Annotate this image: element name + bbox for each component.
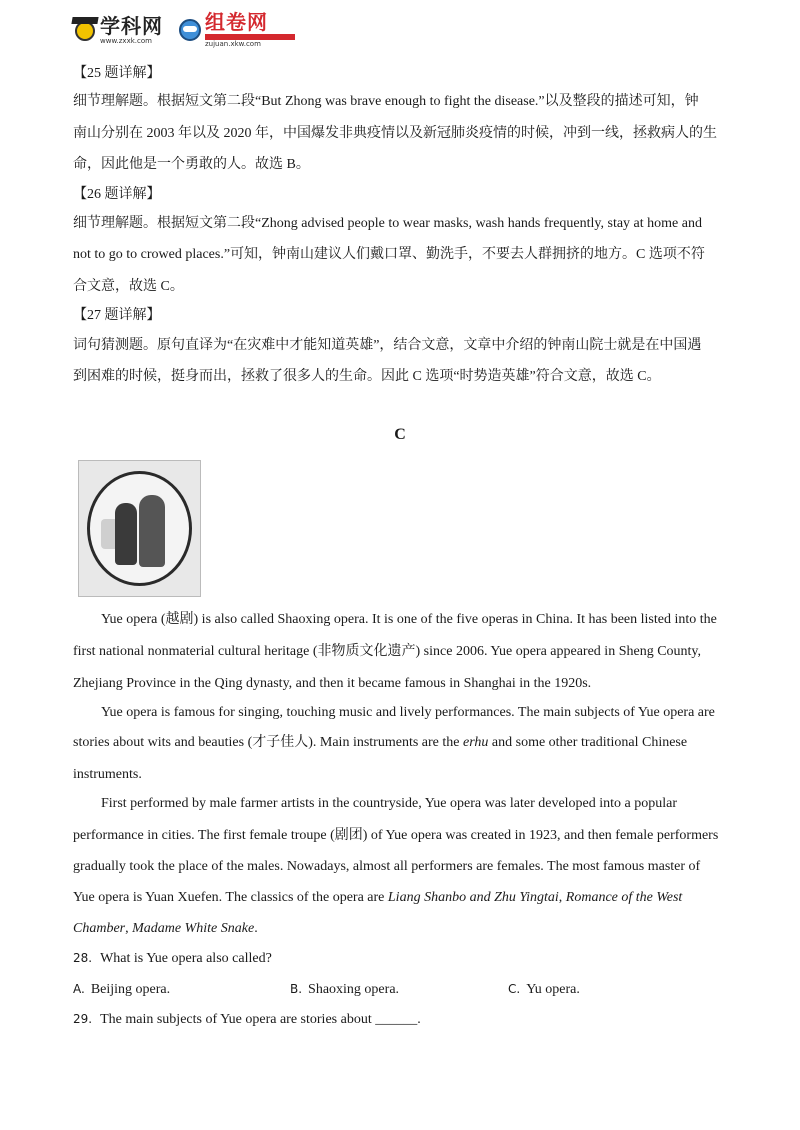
- comma: ,: [125, 921, 133, 936]
- q27-heading: 【27 题详解】: [73, 308, 161, 323]
- yue-opera-photo: [78, 460, 201, 597]
- option-b[interactable]: [290, 979, 399, 1000]
- zxxk-logo-text: 学科网: [100, 13, 163, 38]
- q25-line-2: 南山分别在 2003 年以及 2020 年，中国爆发非典疫情以及新冠肺炎疫情的时候，冲到一线，拯救病人的生: [73, 126, 717, 141]
- q25-line-3: 命，因此他是一个勇敢的人。故选 B。: [73, 157, 310, 172]
- question-text: What is Yue opera also called?: [100, 951, 272, 966]
- passage-p3-line-4: [73, 888, 682, 908]
- classic-title-3: Madame White Snake: [132, 921, 255, 936]
- passage-p1-line-2: first national nonmaterial cultural heritage (非物质文化遗产) since 2006. Yue opera appeared in Sheng County,: [73, 644, 702, 659]
- passage-p1-line-1: Yue opera (越剧) is also called Shaoxing opera. It is one of the five operas in China. It has been listed into the: [101, 612, 717, 627]
- q26-heading: 【26 题详解】: [73, 187, 161, 202]
- erhu-term: erhu: [462, 735, 489, 750]
- passage-p2-line-3: instruments.: [73, 767, 142, 782]
- classic-title-1: Liang Shanbo and Zhu Yingtai: [387, 890, 559, 905]
- q25-line-1: 细节理解题。根据短文第二段“But Zhong was brave enough to fight the disease.”以及整段的描述可知，钟: [73, 94, 699, 109]
- passage-p2-text: stories about wits and beauties (才子佳人). Main instruments are the: [73, 735, 463, 750]
- question-text: The main subjects of Yue opera are stories about ______.: [100, 1012, 421, 1027]
- q27-line-1: 词句猜测题。原句直译为“在灾难中才能知道英雄”，结合文意，文章中介绍的钟南山院士就是在中国遇: [73, 338, 702, 353]
- zujuan-mascot-icon: [177, 15, 203, 45]
- passage-p2-line-2: [73, 733, 687, 753]
- zujuan-logo: [177, 12, 295, 48]
- option-letter: A.: [73, 982, 85, 996]
- zxxk-mascot-icon: [72, 15, 98, 45]
- passage-p3-line-5: [73, 919, 258, 939]
- passage-p2-text-end: and some other traditional Chinese: [488, 735, 688, 750]
- passage-p2-line-1: Yue opera is famous for singing, touching music and lively performances. The main subjects of Yue opera are: [101, 705, 715, 720]
- q26-line-1: 细节理解题。根据短文第二段“Zhong advised people to wear masks, wash hands frequently, stay at home and: [73, 216, 702, 231]
- question-number: 28.: [73, 951, 93, 965]
- zujuan-logo-text: 组卷网: [205, 10, 268, 34]
- period: .: [254, 921, 258, 936]
- option-letter: B.: [290, 982, 303, 996]
- question-29: [73, 1009, 421, 1030]
- q26-line-2: not to go to crowed places.”可知，钟南山建议人们戴口罩、勤洗手，不要去人群拥挤的地方。C 选项不符: [73, 247, 705, 262]
- section-label: C: [394, 426, 406, 443]
- passage-p3-line-2: performance in cities. The first female troupe (剧团) of Yue opera was created in 1923, and then female performers: [73, 828, 719, 843]
- option-c[interactable]: [508, 979, 580, 1000]
- q25-heading: 【25 题详解】: [73, 66, 161, 81]
- option-text: Beijing opera.: [90, 982, 171, 997]
- passage-p1-line-3: Zhejiang Province in the Qing dynasty, and then it became famous in Shanghai in the 1920s.: [73, 676, 592, 691]
- question-28: [73, 948, 272, 969]
- header-logos: [72, 10, 295, 50]
- option-letter: C.: [508, 982, 521, 996]
- passage-p3-line-3: gradually took the place of the males. Nowadays, almost all performers are females. The most famous master of: [73, 859, 701, 874]
- option-a[interactable]: [73, 979, 170, 1000]
- zxxk-logo: [72, 15, 163, 45]
- passage-p3-text: Yue opera is Yuan Xuefen. The classics of the opera are: [73, 890, 388, 905]
- classic-title-2-end: Chamber: [73, 921, 126, 936]
- option-text: Yu opera.: [526, 982, 580, 997]
- classic-title-2-part: Romance of the West: [565, 890, 683, 905]
- comma: ,: [558, 890, 566, 905]
- q26-line-3: 合文意，故选 C。: [73, 279, 184, 294]
- zujuan-logo-url: zujuan.xkw.com: [205, 40, 261, 48]
- option-text: Shaoxing opera.: [308, 982, 400, 997]
- q27-line-2: 到困难的时候，挺身而出，拯救了很多人的生命。因此 C 选项“时势造英雄”符合文意，故选 C。: [73, 369, 661, 384]
- zxxk-logo-url: www.zxxk.com: [100, 36, 152, 45]
- question-number: 29.: [73, 1012, 93, 1026]
- passage-p3-line-1: First performed by male farmer artists in the countryside, Yue opera was later developed into a popular: [101, 796, 678, 811]
